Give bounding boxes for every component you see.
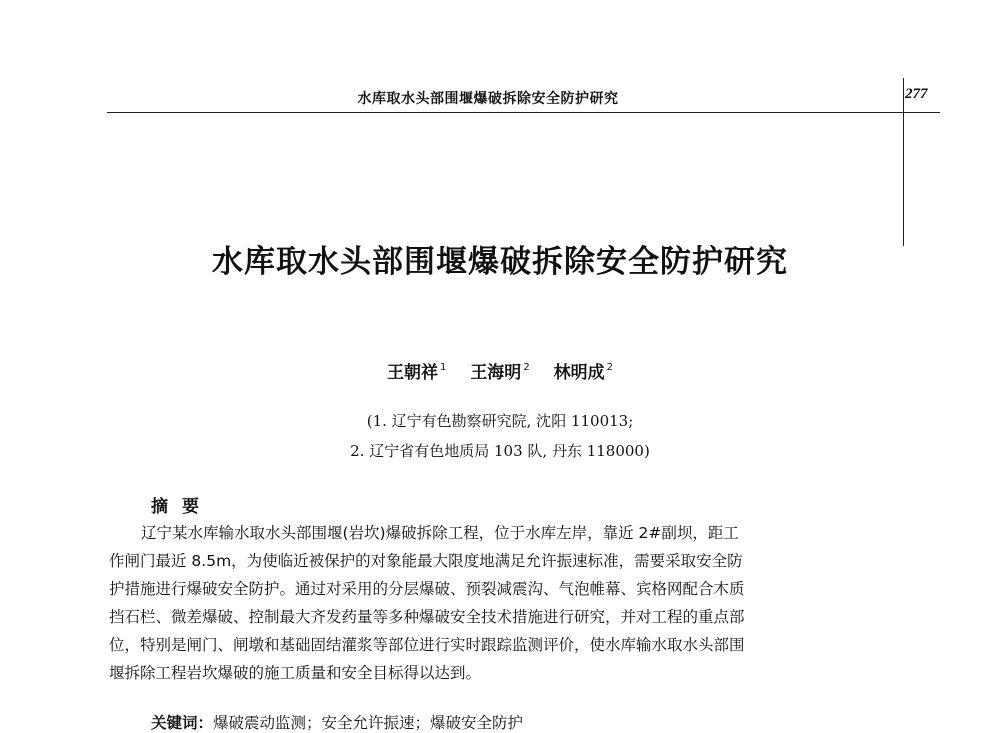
author-list bbox=[200, 358, 800, 383]
keywords-text: 爆破震动监测；安全允许振速；爆破安全防护 bbox=[213, 714, 524, 732]
margin-rule bbox=[903, 78, 904, 246]
affiliation-line: 2. 辽宁省有色地质局 103 队, 丹东 118000) bbox=[350, 442, 650, 460]
author-affiliation-mark: 1 bbox=[440, 362, 447, 373]
abstract-line: 护措施进行爆破安全防护。通过对采用的分层爆破、预裂减震沟、气泡帷幕、宾格网配合木质 bbox=[109, 580, 745, 598]
paper-title: 水库取水头部围堰爆破拆除安全防护研究 bbox=[212, 244, 788, 280]
abstract-line: 位，特别是闸门、闸墩和基础固结灌浆等部位进行实时跟踪监测评价，使水库输水取水头部围 bbox=[109, 636, 745, 654]
abstract-line: 作闸门最近 8.5m，为使临近被保护的对象能最大限度地满足允许振速标准，需要采取安全防 bbox=[109, 552, 743, 570]
affiliation-block bbox=[150, 406, 850, 466]
author bbox=[554, 363, 613, 383]
running-header: 水库取水头部围堰爆破拆除安全防护研究 bbox=[357, 91, 619, 107]
author bbox=[387, 363, 446, 383]
abstract-line: 辽宁某水库输水取水头部围堰(岩坎)爆破拆除工程，位于水库左岸，靠近 2#副坝，距工 bbox=[141, 524, 739, 542]
abstract-heading: 摘要 bbox=[151, 497, 213, 517]
header-rule bbox=[107, 112, 940, 113]
author-name: 林明成 bbox=[553, 363, 605, 383]
abstract-line: 挡石栏、微差爆破、控制最大齐发药量等多种爆破安全技术措施进行研究，并对工程的重点部 bbox=[109, 608, 745, 626]
keywords-line bbox=[151, 711, 523, 733]
author-affiliation-mark: 2 bbox=[523, 362, 530, 373]
author-name: 王朝祥 bbox=[387, 363, 439, 383]
abstract-line: 堰拆除工程岩坎爆破的施工质量和安全目标得以达到。 bbox=[109, 664, 482, 682]
affiliation-line: (1. 辽宁有色勘察研究院, 沈阳 110013; bbox=[366, 412, 634, 430]
abstract-body bbox=[109, 519, 891, 687]
author-name: 王海明 bbox=[470, 363, 522, 383]
page-number: 277 bbox=[905, 86, 928, 102]
author bbox=[470, 363, 529, 383]
author-affiliation-mark: 2 bbox=[606, 362, 613, 373]
keywords-label: 关键词： bbox=[151, 714, 214, 732]
